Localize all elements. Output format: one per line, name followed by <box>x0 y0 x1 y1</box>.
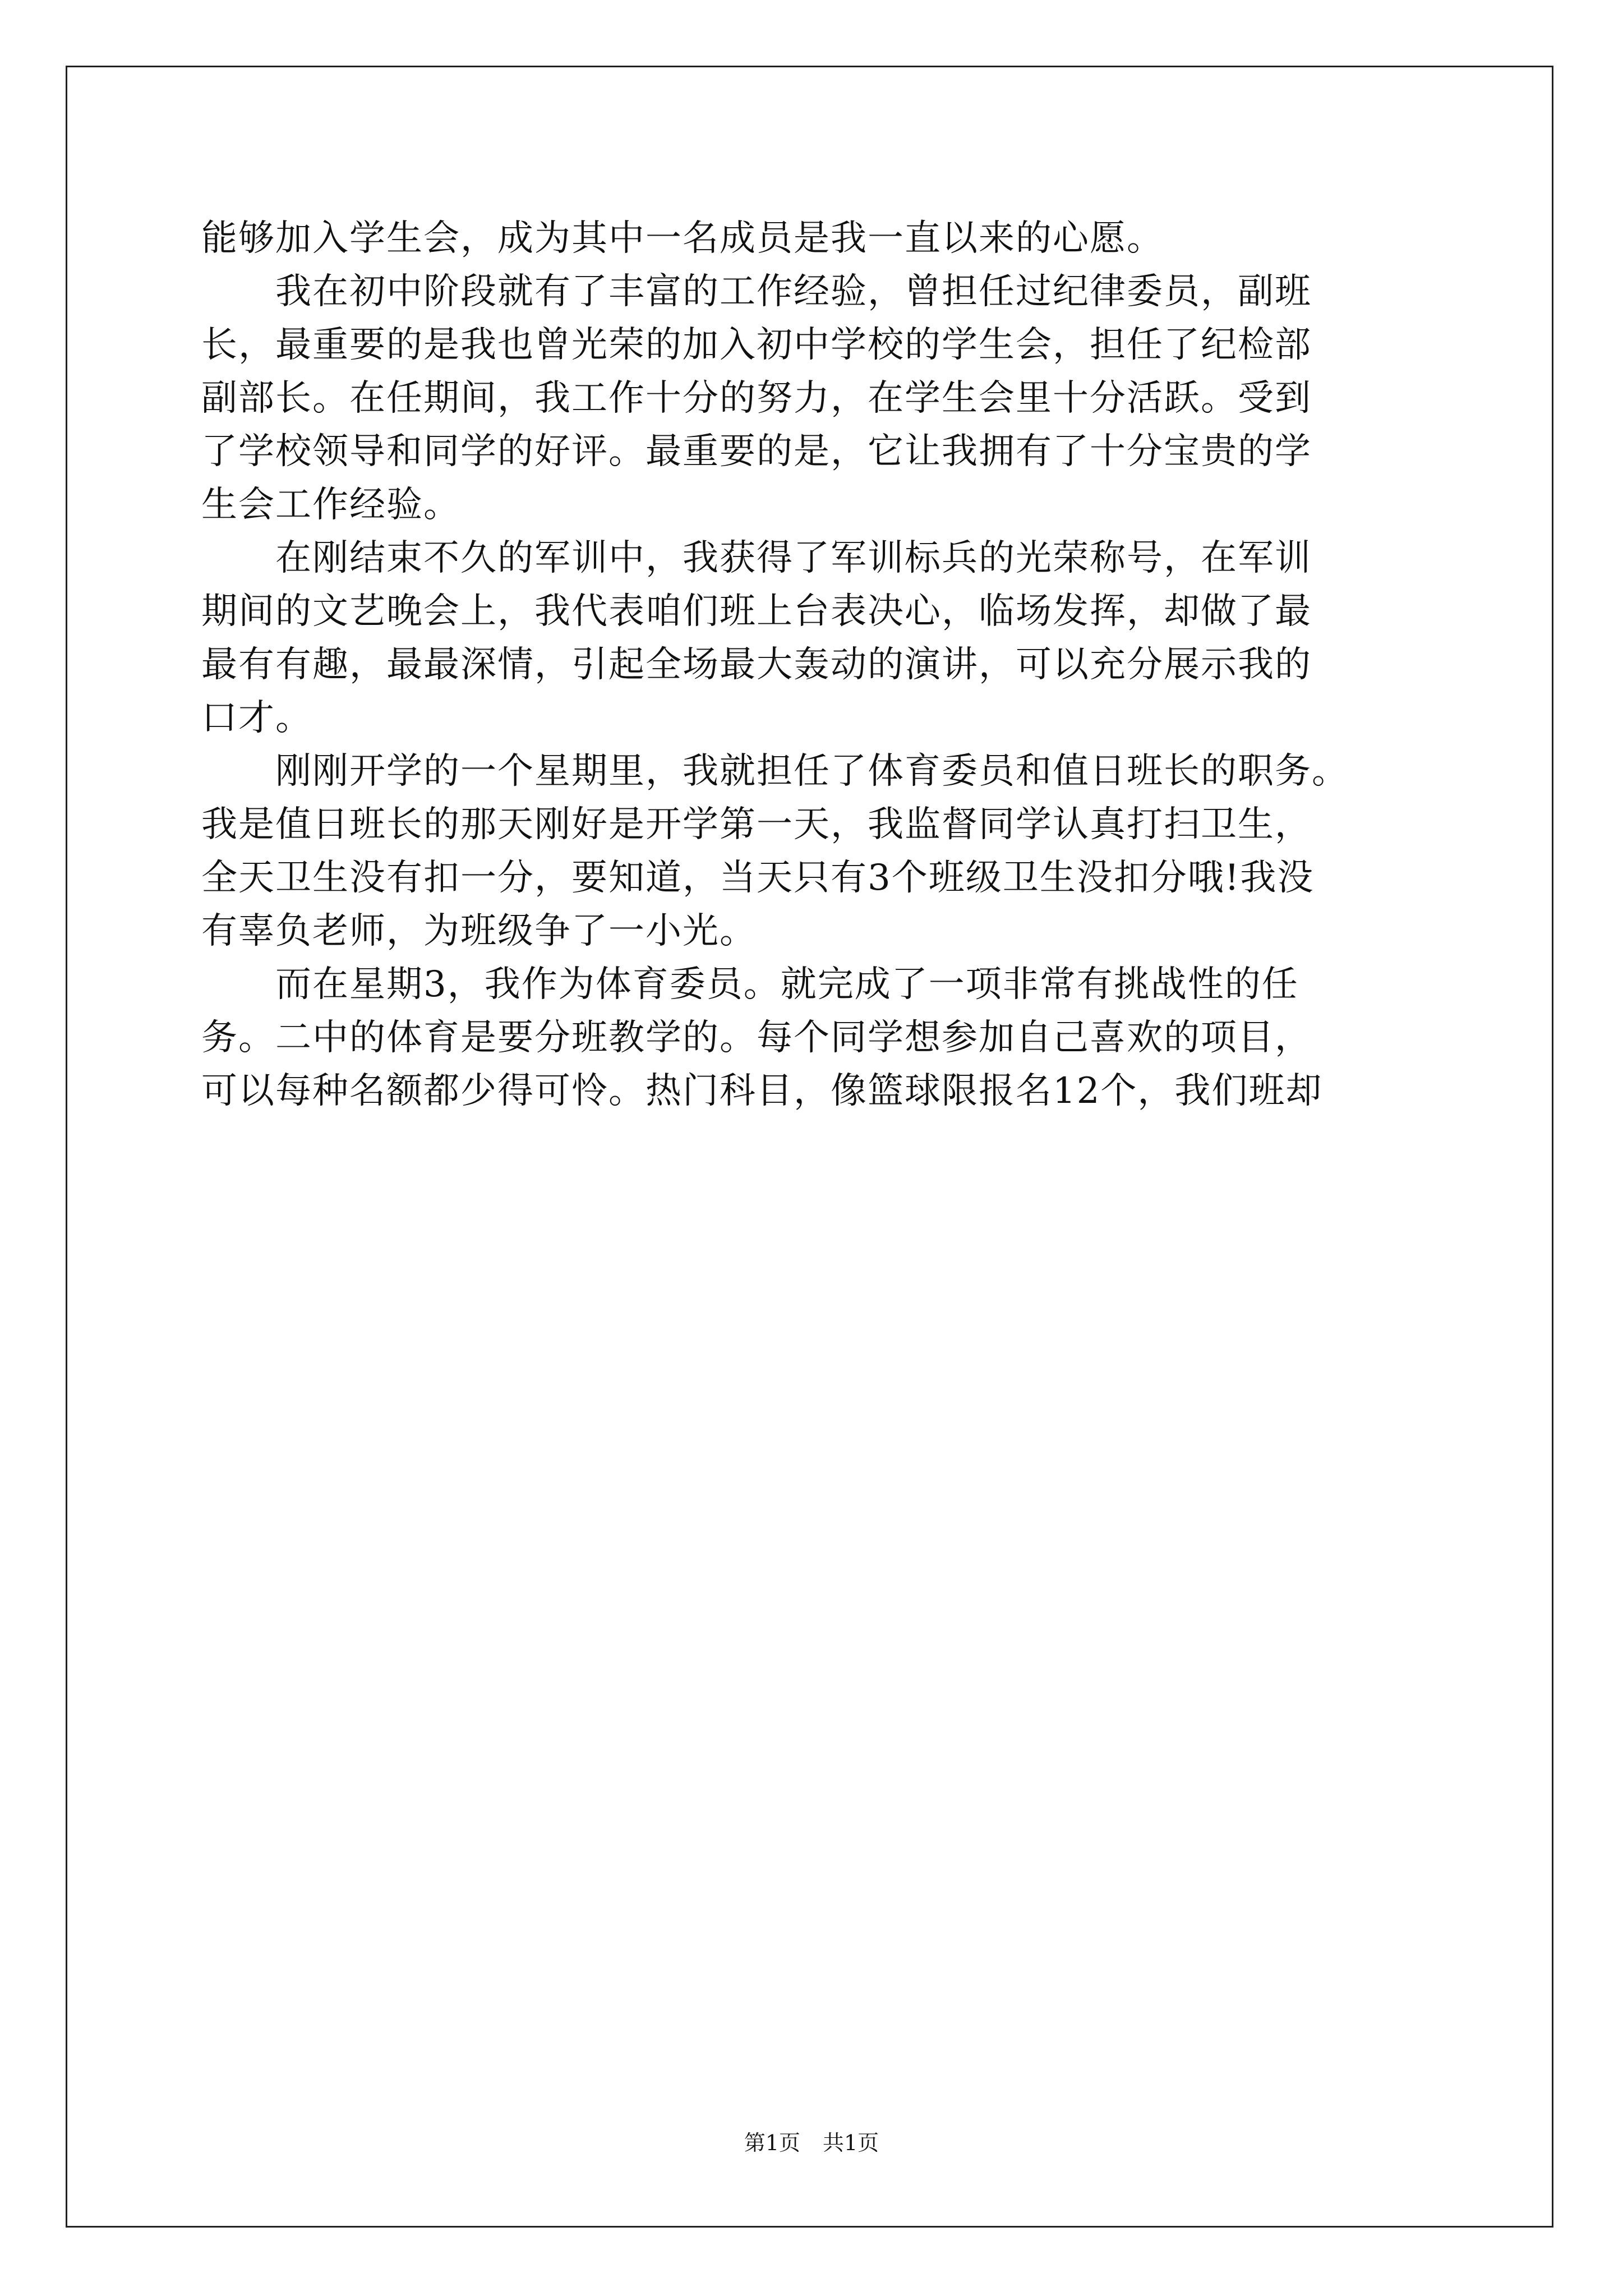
text-line: 全天卫生没有扣一分，要知道，当天只有3个班级卫生没扣分哦!我没 <box>201 857 1315 899</box>
text-line: 我在初中阶段就有了丰富的工作经验，曾担任过纪律委员，副班 <box>275 271 1312 312</box>
text-line: 有辜负老师，为班级争了一小光。 <box>201 910 757 952</box>
text-line: 可以每种名额都少得可怜。热门科目，像篮球限报名12个，我们班却 <box>201 1070 1323 1112</box>
text-line: 期间的文艺晚会上，我代表咱们班上台表决心，临场发挥，却做了最 <box>201 591 1312 632</box>
page-number: 第1页 <box>744 2131 800 2155</box>
text-line: 了学校领导和同学的好评。最重要的是，它让我拥有了十分宝贵的学 <box>201 431 1312 472</box>
document-body <box>201 212 1435 1118</box>
text-line: 我是值日班长的那天刚好是开学第一天，我监督同学认真打扫卫生， <box>201 804 1312 845</box>
page-footer <box>0 2129 1623 2157</box>
text-line: 最有有趣，最最深情，引起全场最大轰动的演讲，可以充分展示我的 <box>201 644 1312 685</box>
page-total: 共1页 <box>823 2131 879 2155</box>
text-line: 在刚结束不久的军训中，我获得了军训标兵的光荣称号，在军训 <box>275 537 1312 579</box>
text-line: 生会工作经验。 <box>201 484 460 526</box>
text-line: 而在星期3，我作为体育委员。就完成了一项非常有挑战性的任 <box>275 964 1299 1005</box>
text-line: 长，最重要的是我也曾光荣的加入初中学校的学生会，担任了纪检部 <box>201 324 1312 366</box>
text-line: 能够加入学生会，成为其中一名成员是我一直以来的心愿。 <box>201 218 1164 259</box>
text-line: 刚刚开学的一个星期里，我就担任了体育委员和值日班长的职务。 <box>275 751 1349 792</box>
text-line: 口才。 <box>201 697 312 739</box>
text-line: 副部长。在任期间，我工作十分的努力，在学生会里十分活跃。受到 <box>201 378 1312 419</box>
text-line: 务。二中的体育是要分班教学的。每个同学想参加自己喜欢的项目， <box>201 1017 1312 1059</box>
